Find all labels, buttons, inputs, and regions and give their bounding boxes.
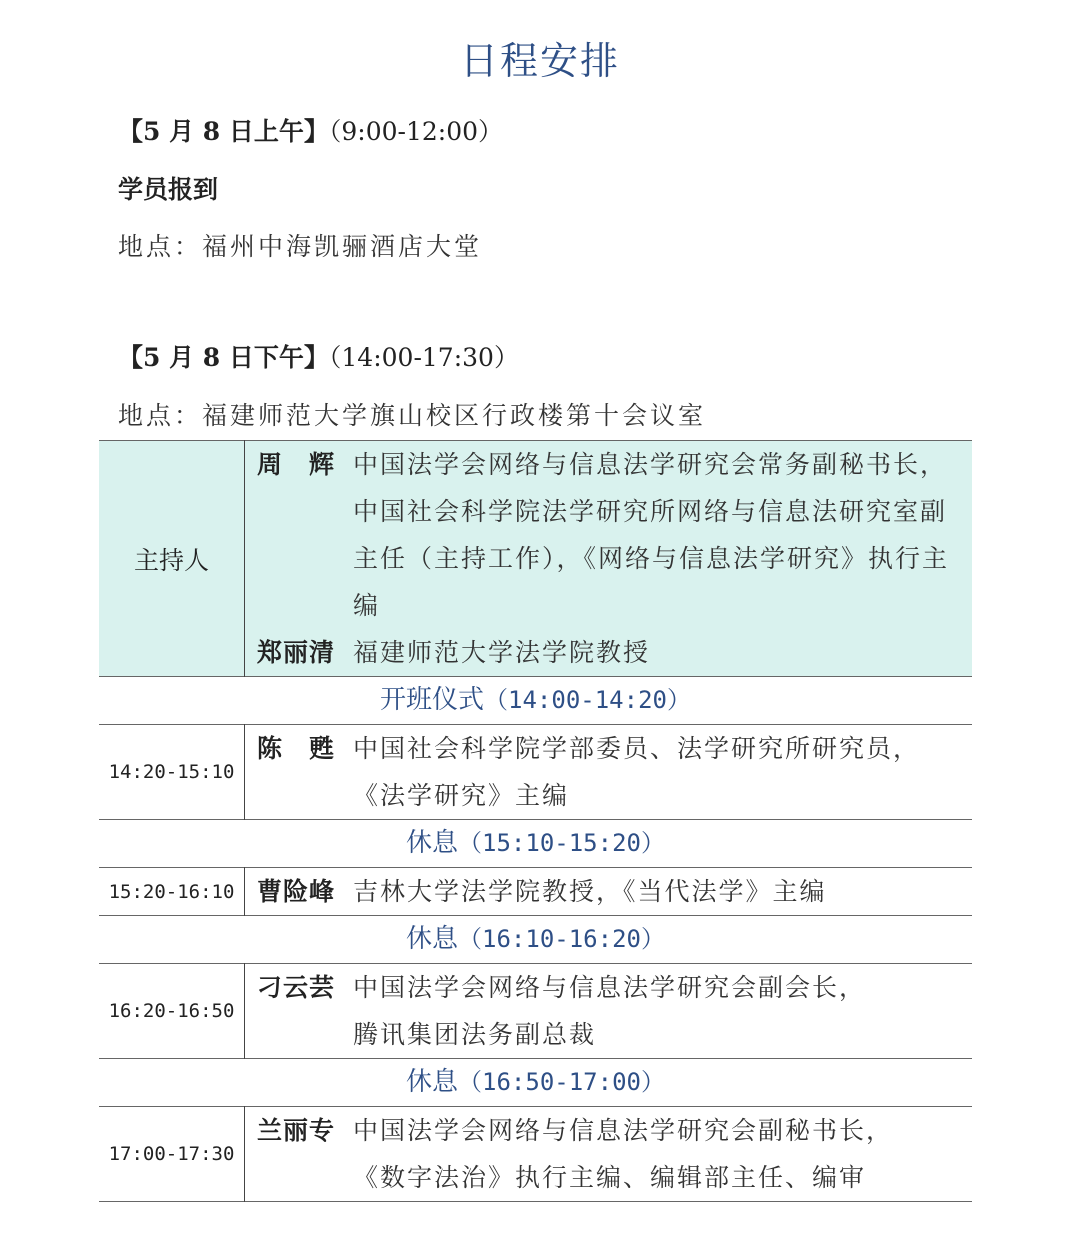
speaker-cell xyxy=(245,725,973,820)
speaker-cell xyxy=(245,1107,973,1202)
host-label: 主持人 xyxy=(133,545,209,575)
speaker-time: 16:20-16:50 xyxy=(99,964,245,1059)
host-description: 中国法学会网络与信息法学研究会常务副秘书长，中国社会科学院法学研究所网络与信息法研究室副主任（主持工作），《网络与信息法学研究》执行主编 xyxy=(353,450,950,620)
page-title: 日程安排 xyxy=(459,39,620,83)
band-row-break xyxy=(99,820,972,868)
speaker-description xyxy=(353,725,972,819)
speaker-description-line: 中国社会科学院学部委员、法学研究所研究员， xyxy=(353,734,921,763)
band-cell xyxy=(99,916,972,964)
speaker-entry xyxy=(245,964,972,1058)
session-1-activity: 学员报到 xyxy=(118,175,219,204)
band-label: 开班仪式 xyxy=(380,685,485,715)
speaker-description-line: 中国法学会网络与信息法学研究会副秘书长， xyxy=(353,1116,894,1145)
speaker-row xyxy=(99,1107,972,1202)
band-row-break xyxy=(99,1059,972,1107)
session-2-time: （14:00-17:30） xyxy=(328,343,519,372)
band-label: 休息 xyxy=(406,828,459,858)
band-time: （16:50-17:00） xyxy=(458,1068,665,1096)
speaker-description-line: 中国法学会网络与信息法学研究会副会长， xyxy=(353,973,867,1002)
speaker-entry xyxy=(245,1107,972,1201)
host-label-cell xyxy=(99,441,245,677)
speaker-description xyxy=(353,1107,972,1201)
speaker-cell xyxy=(245,868,973,916)
session-1-time: （9:00-12:00） xyxy=(328,117,504,146)
host-description: 福建师范大学法学院教授 xyxy=(353,638,651,667)
speaker-row xyxy=(99,725,972,820)
band-cell xyxy=(99,1059,972,1107)
speaker-row xyxy=(99,868,972,916)
schedule-table xyxy=(99,440,972,1202)
speaker-name: 陈 甦 xyxy=(257,734,336,763)
speaker-description xyxy=(353,964,972,1058)
session-1-location: 地点：福州中海凯骊酒店大堂 xyxy=(118,232,483,261)
session-1-date: 【5 月 8 日上午】 xyxy=(118,117,329,146)
speaker-name: 曹险峰 xyxy=(257,877,336,906)
band-time: （15:10-15:20） xyxy=(458,829,665,857)
host-list-cell xyxy=(245,441,973,677)
speaker-description-line: 吉林大学法学院教授，《当代法学》主编 xyxy=(353,877,827,906)
speaker-name: 刁云芸 xyxy=(257,973,336,1002)
speaker-description xyxy=(353,868,972,915)
session-2-date: 【5 月 8 日下午】 xyxy=(118,343,329,372)
speaker-name: 兰丽专 xyxy=(257,1116,336,1145)
band-label: 休息 xyxy=(406,924,459,954)
speaker-description-line: 《法学研究》主编 xyxy=(353,781,570,810)
band-label: 休息 xyxy=(406,1067,459,1097)
host-entry xyxy=(245,441,972,629)
session-2-location: 地点：福建师范大学旗山校区行政楼第十会议室 xyxy=(118,401,707,430)
band-row-opening xyxy=(99,677,972,725)
band-cell xyxy=(99,820,972,868)
band-row-break xyxy=(99,916,972,964)
host-name: 郑丽清 xyxy=(257,638,336,667)
session-1-heading xyxy=(118,112,503,148)
host-entry xyxy=(245,629,972,676)
speaker-time: 17:00-17:30 xyxy=(99,1107,245,1202)
speaker-entry xyxy=(245,868,972,915)
speaker-cell xyxy=(245,964,973,1059)
band-time: （16:10-16:20） xyxy=(458,925,665,953)
host-row xyxy=(99,441,972,677)
band-cell xyxy=(99,677,972,725)
speaker-description-line: 腾讯集团法务副总裁 xyxy=(353,1020,597,1049)
speaker-time: 14:20-15:10 xyxy=(99,725,245,820)
host-name: 周 辉 xyxy=(257,450,336,479)
session-2-heading xyxy=(118,338,519,374)
speaker-time: 15:20-16:10 xyxy=(99,868,245,916)
band-time: （14:00-14:20） xyxy=(484,686,691,714)
speaker-entry xyxy=(245,725,972,819)
speaker-row xyxy=(99,964,972,1059)
speaker-description-line: 《数字法治》执行主编、编辑部主任、编审 xyxy=(353,1163,867,1192)
